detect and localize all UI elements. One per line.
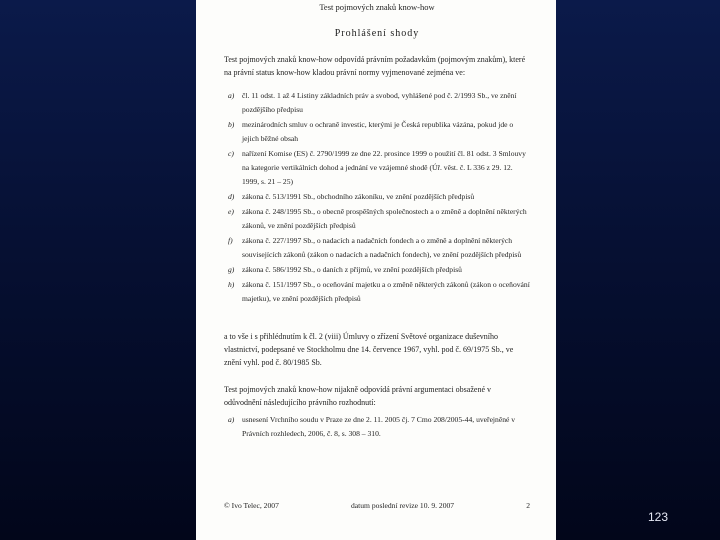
list-item [228,118,530,146]
intro-paragraph: Test pojmových znaků know-how odpovídá právním požadavkům (pojmovým znakům), které na právní status know-how kladou právní normy vyjmenované zejména ve: [224,55,526,77]
page-title: Prohlášení shody [334,28,420,39]
list-item [228,89,530,117]
list-item-letter: c) [228,149,234,158]
list-item-letter: f) [228,236,233,245]
list-item-text: zákona č. 513/1991 Sb., obchodního zákoníku, ve znění pozdějších předpisů [242,192,475,201]
list-item-text: zákona č. 248/1995 Sb., o obecně prospěšných společnostech a o změně a doplnění některých zákonů, ve znění pozdějších předpisů [242,207,527,230]
list-item [228,234,530,262]
list-item-letter: e) [228,207,234,216]
footer-copyright: © Ivo Telec, 2007 [224,501,279,510]
footer-revision-date: datum poslední revize 10. 9. 2007 [350,501,455,510]
list-item-letter: h) [228,280,235,289]
slide-number: 123 [648,510,669,524]
document-page [196,0,556,540]
list-item [228,205,530,233]
list-item-text: usnesení Vrchního soudu v Praze ze dne 2. 11. 2005 čj. 7 Cmo 208/2005-44, uveřejněné v Právních rozhledech, 2006, č. 8, s. 308 – 310. [242,415,516,438]
list-item-letter: g) [228,265,235,274]
list-item [228,413,530,441]
list-item-text: čl. 11 odst. 1 až 4 Listiny základních práv a svobod, vyhlášené pod č. 2/1993 Sb., ve znění pozdějšího předpisu [242,91,517,114]
page-footer [224,501,530,510]
list-item-letter: a) [228,91,235,100]
list-item [228,190,530,204]
list-item-letter: a) [228,415,235,424]
list-item-letter: d) [228,192,235,201]
list-item-text: zákona č. 151/1997 Sb., o oceňování majetku a o změně některých zákonů (zákon o oceňování majetku), ve znění pozdějších předpisů [242,280,530,303]
list-item [228,147,530,189]
decision-paragraph: Test pojmových znaků know-how nijakně odpovídá právní argumentaci obsažené v odůvodnění následujícího právního rozhodnutí: [224,385,491,407]
list-item-text: nařízení Komise (ES) č. 2790/1999 ze dne 22. prosince 1999 o použití čl. 81 odst. 3 Smlouvy na kategorie vertikálních dohod a jednání ve vzájemné shodě (Úř. věst. č. L 336 z 29. 12. 1999, s. 21 – 25) [242,149,526,186]
list-item [228,278,530,306]
list-item-text: mezinárodních smluv o ochraně investic, kterými je Česká republika vázána, pokud jde o jejich běžné obsah [242,120,514,143]
closing-paragraph: a to vše i s přihlédnutím k čl. 2 (viii) Úmluvy o zřízení Světové organizace duševního vlastnictví, podepsané ve Stockholmu dne 14. července 1967, vyhl. pod č. 69/1975 Sb., ve znění vyhl. pod č. 80/1985 Sb. [224,332,514,367]
footer-page-number: 2 [526,501,530,510]
list-item-text: zákona č. 227/1997 Sb., o nadacích a nadačních fondech a o změně a doplnění některých souvisejících zákonů (zákon o nadacích a nadačních fondech), ve znění pozdějších předpisů [242,236,522,259]
list-item-text: zákona č. 586/1992 Sb., o daních z příjmů, ve znění pozdějších předpisů [242,265,462,274]
list-item [228,263,530,277]
decision-list [228,413,530,441]
page-header: Test pojmových znaků know-how [319,2,435,12]
legal-norms-list [228,89,530,306]
list-item-letter: b) [228,120,235,129]
